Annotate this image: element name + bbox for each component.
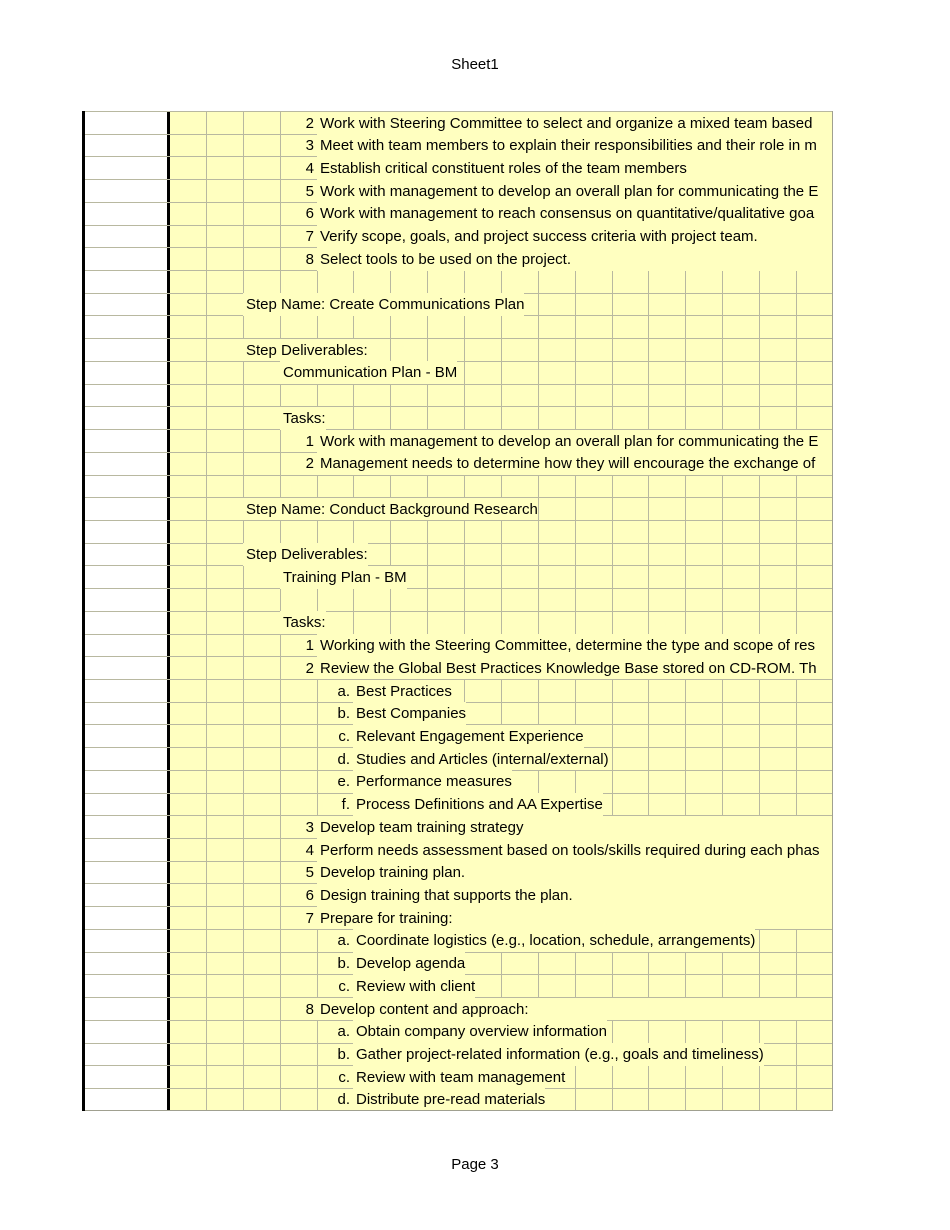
subtask-text: Performance measures xyxy=(353,770,512,793)
grid-bottom-border xyxy=(85,1110,833,1111)
subtask-text: Best Companies xyxy=(353,702,466,725)
subtask-letter: c. xyxy=(338,727,350,745)
subtask-letter: b. xyxy=(337,955,350,973)
subtask-letter: a. xyxy=(337,682,350,700)
task-text: Design training that supports the plan. xyxy=(317,884,833,907)
task-number: 8 xyxy=(305,250,314,268)
task-text: Prepare for training: xyxy=(317,907,833,930)
step-subheading: Training Plan - BM xyxy=(280,566,407,589)
task-number: 5 xyxy=(305,864,314,882)
subtask-text: Distribute pre-read materials xyxy=(353,1088,545,1111)
step-heading: Step Name: Create Communications Plan xyxy=(243,293,524,316)
task-number: 1 xyxy=(305,432,314,450)
subtask-letter: a. xyxy=(337,1023,350,1041)
grid-hline xyxy=(85,588,833,589)
grid-hline xyxy=(85,543,833,544)
subtask-text: Review with client xyxy=(353,975,475,998)
step-heading: Step Name: Conduct Background Research xyxy=(243,498,538,521)
subtask-text: Process Definitions and AA Expertise xyxy=(353,793,603,816)
subtask-letter: e. xyxy=(337,773,350,791)
grid-hline xyxy=(85,406,833,407)
subtask-text: Develop agenda xyxy=(353,952,465,975)
subtask-text: Review with team management xyxy=(353,1066,565,1089)
task-text: Perform needs assessment based on tools/skills required during each phas xyxy=(317,839,833,862)
task-number: 6 xyxy=(305,886,314,904)
task-text: Work with management to develop an overall plan for communicating the E xyxy=(317,180,833,203)
spreadsheet-grid[interactable] xyxy=(82,111,833,1111)
subtask-letter: b. xyxy=(337,705,350,723)
grid-hline xyxy=(85,565,833,566)
task-text: Meet with team members to explain their responsibilities and their role in m xyxy=(317,134,833,157)
task-number: 7 xyxy=(305,909,314,927)
subtask-text: Obtain company overview information xyxy=(353,1020,607,1043)
grid-right-border xyxy=(832,111,833,1111)
task-number: 4 xyxy=(305,159,314,177)
task-text: Work with management to develop an overall plan for communicating the E xyxy=(317,430,833,453)
task-number: 2 xyxy=(305,455,314,473)
subtask-text: Best Practices xyxy=(353,680,452,703)
step-subheading: Tasks: xyxy=(280,611,326,634)
task-text: Management needs to determine how they will encourage the exchange of xyxy=(317,452,833,475)
task-text: Work with management to reach consensus on quantitative/qualitative goa xyxy=(317,202,833,225)
subtask-letter: a. xyxy=(337,932,350,950)
task-number: 6 xyxy=(305,205,314,223)
step-heading: Step Deliverables: xyxy=(243,339,368,362)
subtask-text: Coordinate logistics (e.g., location, schedule, arrangements) xyxy=(353,929,755,952)
task-number: 2 xyxy=(305,114,314,132)
subtask-text: Relevant Engagement Experience xyxy=(353,725,584,748)
page-number: Page 3 xyxy=(451,1156,499,1173)
subtask-letter: d. xyxy=(337,1091,350,1109)
step-subheading: Tasks: xyxy=(280,407,326,430)
task-number: 3 xyxy=(305,137,314,155)
task-text: Develop training plan. xyxy=(317,861,833,884)
task-text: Select tools to be used on the project. xyxy=(317,248,833,271)
task-number: 3 xyxy=(305,818,314,836)
task-number: 1 xyxy=(305,637,314,655)
task-text: Establish critical constituent roles of the team members xyxy=(317,157,833,180)
task-number: 4 xyxy=(305,841,314,859)
task-text: Verify scope, goals, and project success criteria with project team. xyxy=(317,225,833,248)
subtask-letter: f. xyxy=(341,796,350,814)
grid-hline xyxy=(85,611,833,612)
subtask-letter: c. xyxy=(338,977,350,995)
task-text: Working with the Steering Committee, determine the type and scope of res xyxy=(317,634,833,657)
task-number: 5 xyxy=(305,182,314,200)
grid-hline xyxy=(85,338,833,339)
grid-hline xyxy=(85,361,833,362)
subtask-text: Studies and Articles (internal/external) xyxy=(353,748,609,771)
task-number: 7 xyxy=(305,228,314,246)
task-number: 2 xyxy=(305,659,314,677)
step-subheading: Communication Plan - BM xyxy=(280,361,457,384)
subtask-letter: b. xyxy=(337,1046,350,1064)
subtask-letter: c. xyxy=(338,1068,350,1086)
subtask-letter: d. xyxy=(337,750,350,768)
task-number: 8 xyxy=(305,1000,314,1018)
sheet-title: Sheet1 xyxy=(451,56,499,73)
subtask-text: Gather project-related information (e.g., goals and timeliness) xyxy=(353,1043,764,1066)
grid-hline xyxy=(85,384,833,385)
step-heading: Step Deliverables: xyxy=(243,543,368,566)
task-text: Review the Global Best Practices Knowledge Base stored on CD-ROM. Th xyxy=(317,657,833,680)
task-text: Work with Steering Committee to select and organize a mixed team based xyxy=(317,112,833,135)
task-text: Develop content and approach: xyxy=(317,998,833,1021)
task-text: Develop team training strategy xyxy=(317,816,833,839)
